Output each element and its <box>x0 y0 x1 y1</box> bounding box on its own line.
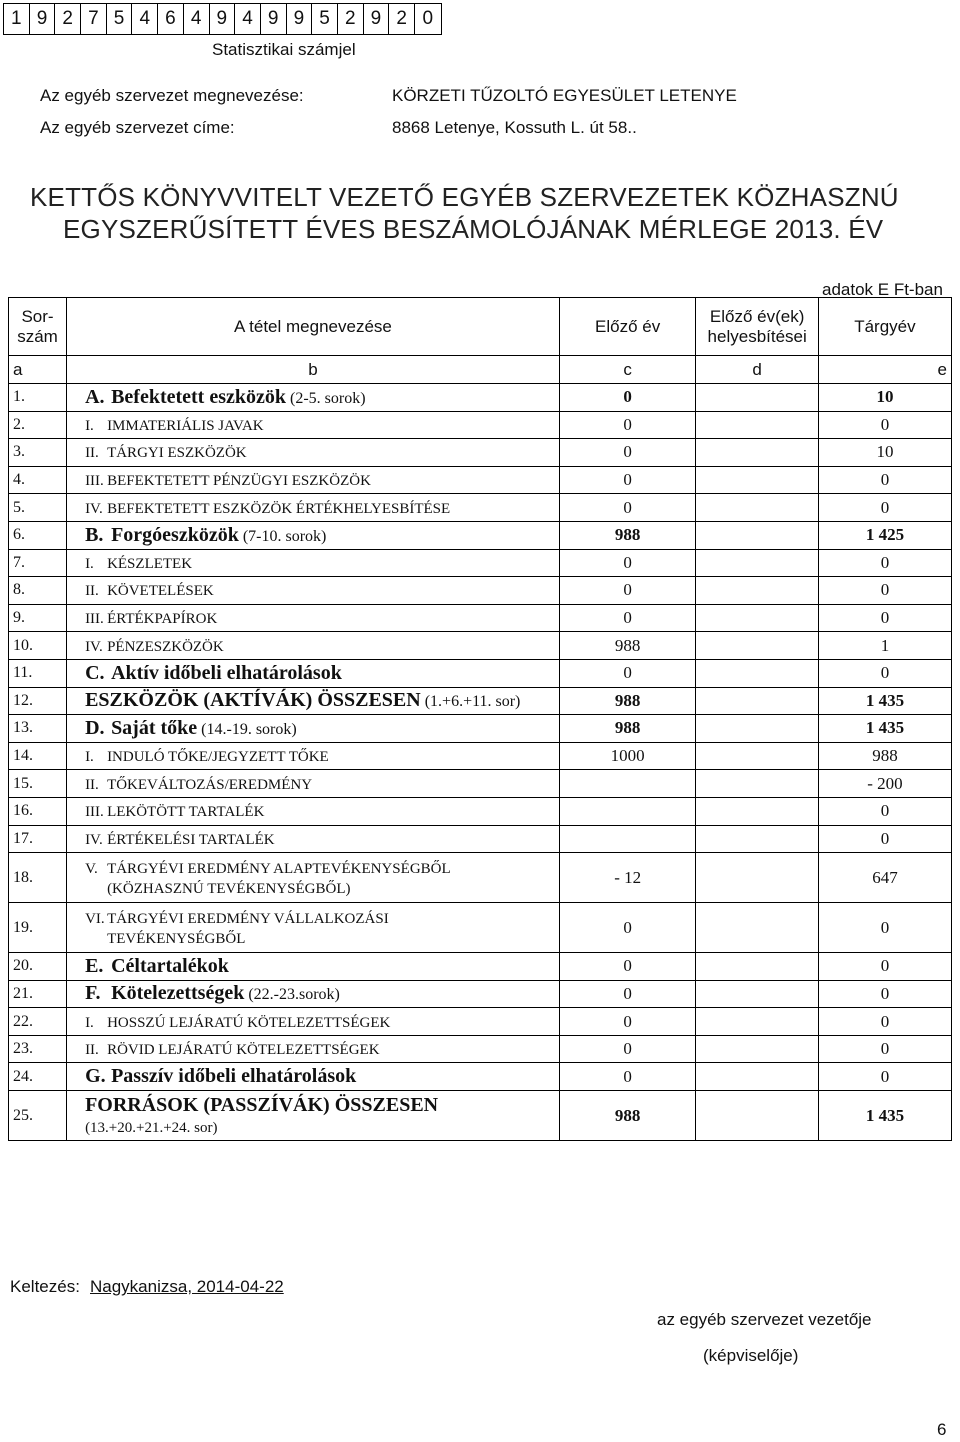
row-label: TÁRGYI ESZKÖZÖK <box>107 445 247 462</box>
row-name <box>67 687 560 715</box>
row-suffix: (22.-23.sorok) <box>244 986 340 1004</box>
row-prefix: IV. <box>85 500 103 517</box>
row-prefix: E. <box>85 954 104 977</box>
row-label: Passzív időbeli elhatárolások <box>111 1065 357 1088</box>
row-cur-value: 0 <box>818 577 951 605</box>
row-name <box>67 604 560 632</box>
table-row <box>9 853 952 903</box>
row-prev-value <box>559 825 696 853</box>
row-prefix: III. <box>85 611 104 628</box>
row-prev-value: 1000 <box>559 742 696 770</box>
row-name <box>67 466 560 494</box>
row-mid-value <box>696 825 818 853</box>
table-row <box>9 1035 952 1063</box>
row-cur-value: 0 <box>818 797 951 825</box>
row-prefix: VI. <box>85 910 105 927</box>
header-mid <box>696 298 818 356</box>
row-label: TÁRGYÉVI EREDMÉNY ALAPTEVÉKENYSÉGBŐL <box>107 860 451 877</box>
row-mid-value <box>696 521 818 549</box>
row-label: Aktív időbeli elhatárolások <box>111 661 342 684</box>
row-cur-value: 647 <box>818 853 951 903</box>
row-label: LEKÖTÖTT TARTALÉK <box>107 804 265 821</box>
row-prefix: I. <box>85 749 94 766</box>
row-mid-value <box>696 953 818 981</box>
row-mid-value <box>696 604 818 632</box>
table-row <box>9 411 952 439</box>
row-name <box>67 797 560 825</box>
row-label: INDULÓ TŐKE/JEGYZETT TŐKE <box>107 749 329 766</box>
row-name <box>67 521 560 549</box>
row-prev-value: 988 <box>559 632 696 660</box>
org-name-label: Az egyéb szervezet megnevezése: <box>40 86 304 105</box>
row-prev-value: 0 <box>559 1008 696 1036</box>
row-prev-value: 0 <box>559 384 696 412</box>
header-mid-line2: helyesbítései <box>707 326 807 346</box>
row-mid-value <box>696 742 818 770</box>
header-name: A tétel megnevezése <box>67 298 560 356</box>
row-mid-value <box>696 494 818 522</box>
row-label: HOSSZÚ LEJÁRATÚ KÖTELEZETTSÉGEK <box>107 1014 391 1031</box>
row-mid-value <box>696 853 818 903</box>
row-label: TŐKEVÁLTOZÁS/EREDMÉNY <box>107 776 313 793</box>
row-mid-value <box>696 549 818 577</box>
row-mid-value <box>696 715 818 743</box>
table-row <box>9 577 952 605</box>
row-cur-value: 0 <box>818 1063 951 1091</box>
date-label: Keltezés: <box>10 1277 80 1296</box>
code-digit: 5 <box>312 4 338 34</box>
row-prefix: IV. <box>85 831 103 848</box>
row-number: 11. <box>9 659 67 687</box>
row-label: Céltartalékok <box>111 954 229 977</box>
row-prefix: II. <box>85 583 99 600</box>
header-prev: Előző év <box>559 298 696 356</box>
row-prev-value: 0 <box>559 953 696 981</box>
row-prev-value: - 12 <box>559 853 696 903</box>
report-title-line2: EGYSZERŰSÍTETT ÉVES BESZÁMOLÓJÁNAK MÉRLEGE 2013. ÉV <box>63 214 884 244</box>
row-name <box>67 1091 560 1141</box>
row-prev-value: 0 <box>559 1035 696 1063</box>
code-digit: 2 <box>338 4 364 34</box>
row-prev-value: 988 <box>559 687 696 715</box>
row-number: 8. <box>9 577 67 605</box>
row-name <box>67 577 560 605</box>
row-mid-value <box>696 980 818 1008</box>
letter-c: c <box>559 356 696 384</box>
header-no <box>9 298 67 356</box>
row-mid-value <box>696 687 818 715</box>
row-number: 16. <box>9 797 67 825</box>
row-number: 17. <box>9 825 67 853</box>
row-number: 22. <box>9 1008 67 1036</box>
row-prev-value: 988 <box>559 715 696 743</box>
code-digit: 7 <box>81 4 107 34</box>
code-digit: 9 <box>30 4 56 34</box>
row-mid-value <box>696 411 818 439</box>
report-title-line1: KETTŐS KÖNYVVITELT VEZETŐ EGYÉB SZERVEZETEK KÖZHASZNÚ <box>30 182 899 212</box>
row-number: 24. <box>9 1063 67 1091</box>
statistical-code-boxes <box>3 3 442 35</box>
row-cur-value: 0 <box>818 1008 951 1036</box>
row-label: ESZKÖZÖK (AKTÍVÁK) ÖSSZESEN <box>85 689 421 712</box>
row-name <box>67 411 560 439</box>
table-row <box>9 466 952 494</box>
org-address-value: 8868 Letenye, Kossuth L. út 58.. <box>392 118 637 137</box>
row-prefix: G. <box>85 1065 106 1088</box>
row-prev-value <box>559 770 696 798</box>
row-label: BEFEKTETETT PÉNZÜGYI ESZKÖZÖK <box>107 473 371 490</box>
row-number: 14. <box>9 742 67 770</box>
table-row <box>9 659 952 687</box>
date-value: Nagykanizsa, 2014-04-22 <box>90 1277 284 1296</box>
row-label: Befektetett eszközök <box>111 385 286 408</box>
row-cur-value: 1 435 <box>818 1091 951 1141</box>
row-label: ÉRTÉKELÉSI TARTALÉK <box>107 831 275 848</box>
row-prefix: D. <box>85 716 105 739</box>
row-name <box>67 1035 560 1063</box>
table-row <box>9 1091 952 1141</box>
row-name <box>67 953 560 981</box>
letter-e: e <box>818 356 951 384</box>
row-name <box>67 1063 560 1091</box>
row-prev-value: 0 <box>559 903 696 953</box>
units-note: adatok E Ft-ban <box>822 280 943 299</box>
row-label: FORRÁSOK (PASSZÍVÁK) ÖSSZESEN <box>85 1094 439 1117</box>
row-mid-value <box>696 1091 818 1141</box>
row-name <box>67 494 560 522</box>
balance-table <box>8 297 952 1141</box>
row-cur-value: 0 <box>818 953 951 981</box>
row-cur-value: 0 <box>818 466 951 494</box>
signer-line1: az egyéb szervezet vezetője <box>657 1310 872 1329</box>
row-prefix: A. <box>85 385 105 408</box>
row-name <box>67 742 560 770</box>
row-mid-value <box>696 770 818 798</box>
row-prev-value: 0 <box>559 980 696 1008</box>
code-digit: 0 <box>422 8 434 29</box>
row-mid-value <box>696 903 818 953</box>
code-digit: 9 <box>364 4 390 34</box>
row-number: 1. <box>9 384 67 412</box>
code-digit: 5 <box>107 4 133 34</box>
row-label: Forgóeszközök <box>111 523 239 546</box>
row-number: 13. <box>9 715 67 743</box>
row-label: ÉRTÉKPAPÍROK <box>107 611 218 628</box>
row-number: 21. <box>9 980 67 1008</box>
header-no-line1: Sor- <box>21 306 54 326</box>
table-row <box>9 825 952 853</box>
row-prefix: I. <box>85 417 94 434</box>
row-prefix: II. <box>85 445 99 462</box>
row-label-line2: TEVÉKENYSÉGBŐL <box>107 930 246 947</box>
row-name <box>67 549 560 577</box>
row-mid-value <box>696 466 818 494</box>
row-cur-value: 0 <box>818 1035 951 1063</box>
letter-row <box>9 356 952 384</box>
table-row <box>9 521 952 549</box>
row-label: KÖVETELÉSEK <box>107 583 214 600</box>
row-name <box>67 903 560 953</box>
row-suffix: (1.+6.+11. sor) <box>420 693 521 711</box>
row-name <box>67 980 560 1008</box>
header-row <box>9 298 952 356</box>
row-number: 3. <box>9 439 67 467</box>
header-cur: Tárgyév <box>818 298 951 356</box>
row-mid-value <box>696 1035 818 1063</box>
code-digit: 2 <box>55 4 81 34</box>
row-name <box>67 632 560 660</box>
row-prefix: III. <box>85 473 104 490</box>
table-row <box>9 980 952 1008</box>
row-prefix: C. <box>85 661 105 684</box>
row-prev-value: 988 <box>559 521 696 549</box>
table-row <box>9 953 952 981</box>
row-mid-value <box>696 1008 818 1036</box>
row-mid-value <box>696 632 818 660</box>
row-number: 23. <box>9 1035 67 1063</box>
row-label-line2: (KÖZHASZNÚ TEVÉKENYSÉGBŐL) <box>107 880 351 897</box>
row-cur-value: 10 <box>818 439 951 467</box>
row-number: 7. <box>9 549 67 577</box>
table-row <box>9 742 952 770</box>
row-number: 20. <box>9 953 67 981</box>
letter-b: b <box>67 356 560 384</box>
row-suffix: (7-10. sorok) <box>238 527 327 545</box>
row-suffix: (14.-19. sorok) <box>197 720 297 738</box>
table-row <box>9 903 952 953</box>
letter-d: d <box>696 356 818 384</box>
row-label-line2: (13.+20.+21.+24. sor) <box>85 1120 218 1137</box>
row-prefix: II. <box>85 776 99 793</box>
row-prefix: I. <box>85 555 94 572</box>
table-row <box>9 384 952 412</box>
row-mid-value <box>696 659 818 687</box>
code-digit: 9 <box>261 4 287 34</box>
row-prefix: IV. <box>85 638 103 655</box>
row-mid-value <box>696 577 818 605</box>
header-mid-line1: Előző év(ek) <box>709 306 805 326</box>
row-prev-value: 0 <box>559 494 696 522</box>
signer-line2: (képviselője) <box>703 1346 799 1365</box>
code-digit: 9 <box>287 4 313 34</box>
row-number: 4. <box>9 466 67 494</box>
code-digit: 2 <box>389 4 415 34</box>
header-no-line2: szám <box>17 326 58 346</box>
row-prev-value: 0 <box>559 577 696 605</box>
row-cur-value: 1 <box>818 632 951 660</box>
row-name <box>67 825 560 853</box>
row-number: 18. <box>9 853 67 903</box>
row-name <box>67 384 560 412</box>
code-digit: 4 <box>184 4 210 34</box>
code-digit: 4 <box>235 4 261 34</box>
row-cur-value: 988 <box>818 742 951 770</box>
row-cur-value: 1 435 <box>818 687 951 715</box>
row-prev-value: 0 <box>559 439 696 467</box>
row-label: TÁRGYÉVI EREDMÉNY VÁLLALKOZÁSI <box>107 910 389 927</box>
row-label: Saját tőke <box>111 716 198 739</box>
row-cur-value: 0 <box>818 411 951 439</box>
row-cur-value: 0 <box>818 494 951 522</box>
row-name <box>67 715 560 743</box>
table-row <box>9 549 952 577</box>
row-label: IMMATERIÁLIS JAVAK <box>107 417 264 434</box>
table-row <box>9 439 952 467</box>
row-prefix: I. <box>85 1014 94 1031</box>
code-digit: 6 <box>158 4 184 34</box>
code-digit: 1 <box>4 4 30 34</box>
row-prev-value: 988 <box>559 1091 696 1141</box>
row-cur-value: 0 <box>818 604 951 632</box>
row-cur-value: 0 <box>818 825 951 853</box>
row-label: Kötelezettségek <box>111 982 245 1005</box>
row-prev-value: 0 <box>559 411 696 439</box>
row-mid-value <box>696 1063 818 1091</box>
row-label: KÉSZLETEK <box>107 555 193 572</box>
table-row <box>9 632 952 660</box>
row-number: 15. <box>9 770 67 798</box>
row-cur-value: - 200 <box>818 770 951 798</box>
row-label: RÖVID LEJÁRATÚ KÖTELEZETTSÉGEK <box>107 1042 380 1059</box>
table-row <box>9 604 952 632</box>
row-prev-value: 0 <box>559 549 696 577</box>
org-address-label: Az egyéb szervezet címe: <box>40 118 235 137</box>
row-mid-value <box>696 439 818 467</box>
row-cur-value: 1 425 <box>818 521 951 549</box>
table-row <box>9 494 952 522</box>
row-cur-value: 0 <box>818 903 951 953</box>
row-number: 6. <box>9 521 67 549</box>
row-number: 2. <box>9 411 67 439</box>
row-prev-value: 0 <box>559 604 696 632</box>
row-cur-value: 1 435 <box>818 715 951 743</box>
row-name <box>67 770 560 798</box>
table-row <box>9 715 952 743</box>
table-row <box>9 770 952 798</box>
table-row <box>9 687 952 715</box>
row-cur-value: 0 <box>818 659 951 687</box>
row-number: 5. <box>9 494 67 522</box>
row-label: PÉNZESZKÖZÖK <box>107 638 224 655</box>
row-prev-value: 0 <box>559 659 696 687</box>
row-name <box>67 1008 560 1036</box>
letter-a: a <box>9 356 67 384</box>
org-name-value: KÖRZETI TŰZOLTÓ EGYESÜLET LETENYE <box>392 86 737 105</box>
row-number: 19. <box>9 903 67 953</box>
row-suffix: (2-5. sorok) <box>286 389 366 407</box>
row-prefix: II. <box>85 1042 99 1059</box>
row-prefix: F. <box>85 982 101 1005</box>
row-name <box>67 659 560 687</box>
code-digit: 9 <box>210 4 236 34</box>
row-prev-value: 0 <box>559 1063 696 1091</box>
row-name <box>67 853 560 903</box>
row-mid-value <box>696 797 818 825</box>
row-number: 25. <box>9 1091 67 1141</box>
row-number: 9. <box>9 604 67 632</box>
row-prefix: V. <box>85 860 98 877</box>
row-prefix: B. <box>85 523 104 546</box>
row-cur-value: 10 <box>818 384 951 412</box>
page-number: 6 <box>937 1420 947 1439</box>
row-label: BEFEKTETETT ESZKÖZÖK ÉRTÉKHELYESBÍTÉSE <box>107 500 451 517</box>
table-row <box>9 797 952 825</box>
row-number: 12. <box>9 687 67 715</box>
row-cur-value: 0 <box>818 980 951 1008</box>
row-cur-value: 0 <box>818 549 951 577</box>
row-prev-value <box>559 797 696 825</box>
row-name <box>67 439 560 467</box>
table-row <box>9 1008 952 1036</box>
row-number: 10. <box>9 632 67 660</box>
row-prev-value: 0 <box>559 466 696 494</box>
code-digit: 4 <box>132 4 158 34</box>
row-mid-value <box>696 384 818 412</box>
row-prefix: III. <box>85 804 104 821</box>
stat-code-label: Statisztikai számjel <box>212 40 356 59</box>
table-row <box>9 1063 952 1091</box>
